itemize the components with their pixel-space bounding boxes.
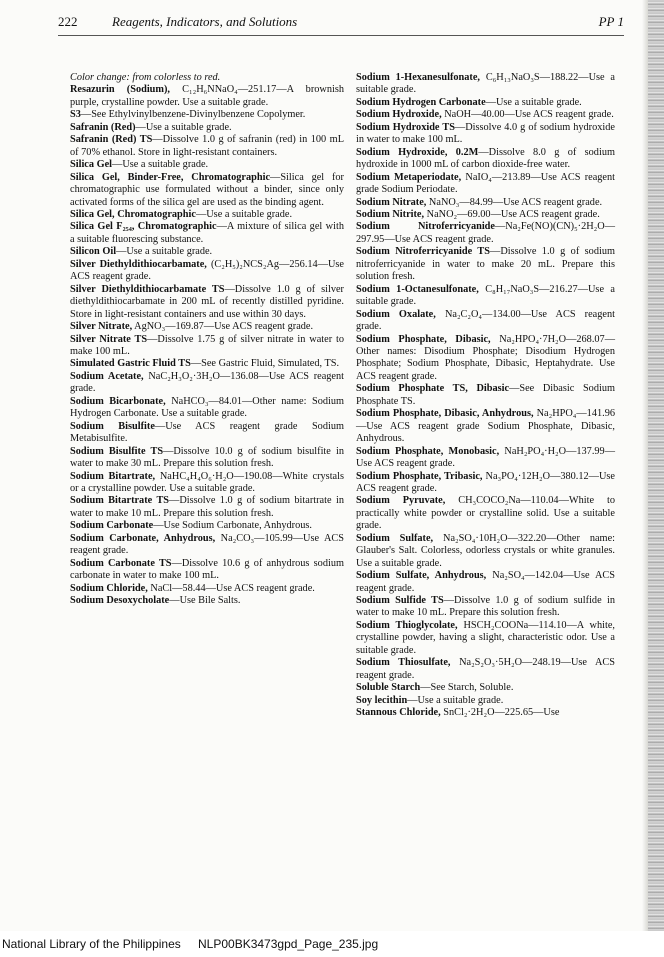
reagent-name: Sodium Nitroferricyanide TS [356,246,491,258]
reagent-description: Na₂CO₃—105.99—Use ACS reagent grade. [70,532,344,557]
reagent-entry [356,309,615,334]
footer-filename: NLP00BK3473gpd_Page_235.jpg [198,937,379,951]
reagent-entry [70,122,344,134]
reagent-name: Sodium Bisulfite TS [70,445,164,457]
reagent-entry [356,383,615,408]
reagent-entry [70,259,344,284]
reagent-name: Sodium Desoxycholate [70,595,170,607]
reagent-name: Silver Diethyldithiocarbamate TS [70,283,225,295]
reagent-entry [70,159,344,171]
reagent-description: NaH₂PO₄·H₂O—137.99—Use ACS reagent grade. [356,445,615,470]
reagent-entry [356,109,615,121]
reagent-entry [70,583,344,595]
reagent-name: Silica Gel, Binder-Free, Chromatographic [70,171,271,183]
header-rule [58,35,624,36]
page-number: 222 [58,14,78,29]
reagent-name: Sodium Carbonate TS [70,557,172,569]
footer-library: National Library of the Philippines [2,937,181,951]
reagent-name: Sodium Carbonate [70,520,154,532]
reagent-name: Sodium Bicarbonate, [70,395,166,407]
reagent-description: —Dissolve 1.0 g of silver diethyldithiocarbamate in 200 mL of recently distilled pyridine. Store in light-resistant containers and use within 30 days. [70,283,344,320]
reagent-name: Sodium Bitartrate TS [70,495,170,507]
reagent-description: —Dissolve 8.0 g of sodium hydroxide in 1000 mL of carbon dioxide-free water. [356,146,615,171]
reagent-description: —Dissolve 10.6 g of anhydrous sodium carbonate in water to make 100 mL. [70,557,344,582]
reagent-name: Sodium Sulfide TS [356,595,444,607]
reagent-entry [70,520,344,532]
reagent-description: Color change: from colorless to red. [70,72,221,83]
reagent-entry [356,209,615,221]
reagent-entry [70,371,344,396]
reagent-description: —Use ACS reagent grade Sodium Metabisulfite. [70,420,344,445]
reagent-description: —Use a suitable grade. [135,121,232,133]
reagent-entry [70,321,344,333]
reagent-description: —See Gastric Fluid, Simulated, TS. [190,358,340,370]
reagent-entry [356,197,615,209]
page-edge [648,0,664,957]
reagent-entry [356,495,615,532]
reagent-description: NaNO₃—84.99—Use ACS reagent grade. [426,196,603,208]
reagent-name: Sodium Phosphate, Dibasic, Anhydrous, [356,408,534,420]
reagent-entry [356,570,615,595]
reagent-description: —Use a suitable grade. [195,208,293,220]
reagent-description: —See Dibasic Sodium Phosphate TS. [356,383,616,407]
reagent-name: Silica Gel, Chromatographic [70,208,196,220]
reagent-entry [70,358,344,370]
reagent-entry [356,284,615,309]
scan-footer [0,931,664,957]
reagent-name: Safranin (Red) [70,121,136,133]
right-column [356,72,615,720]
reagent-name: Sodium Hydrogen Carbonate [356,96,486,108]
reagent-description: CH₃COCO₂Na—110.04—White to practically white powder or crystalline solid. Use a suitable grade. [356,495,615,532]
reagent-entry [70,334,344,359]
reagent-name: Sodium Hydroxide, 0.2M [356,146,479,158]
reagent-name: Sodium 1-Octanesulfonate, [356,283,479,295]
reagent-description: Na₂HPO₄·7H₂O—268.07—Other names: Disodium Phosphate; Disodium Hydrogen Phosphate; Sodium Phosphate, Dibasic, Heptahydrate. Use ACS reagent grade. [356,333,615,382]
reagent-entry [356,221,615,246]
reagent-description: NaOH—40.00—Use ACS reagent grade. [441,109,614,121]
running-header [58,14,624,34]
reagent-name: Sodium Acetate, [70,370,144,382]
reagent-entry [70,595,344,607]
reagent-name: Silica Gel [70,159,113,171]
reagent-description: Na₂HPO₄—141.96—Use ACS reagent grade Sodium Phosphate, Dibasic, Anhydrous. [356,408,615,445]
reagent-entry [356,97,615,109]
reagent-description: —Dissolve 4.0 g of sodium hydroxide in water to make 100 mL. [356,121,615,146]
reagent-description: Na₂SO₄·10H₂O—322.20—Other name: Glauber's Salt. Colorless, odorless crystals or white granules. Use a suitable grade. [356,532,615,569]
reagent-description: Na₃PO₄·12H₂O—380.12—Use ACS reagent grade. [356,470,615,494]
reagent-entry [70,446,344,471]
reagent-description: NaIO₄—213.89—Use ACS reagent grade Sodium Periodate. [356,171,615,196]
reagent-name: Sodium Pyruvate, [356,495,446,507]
reagent-entry [356,682,615,694]
reagent-name: Safranin (Red) TS [70,134,153,146]
reagent-entry [356,595,615,620]
reagent-entry [70,533,344,558]
reagent-entry [356,620,615,657]
reagent-description: NaC₂H₃O₂·3H₂O—136.08—Use ACS reagent grade. [70,370,345,395]
reagent-entry [70,421,344,446]
reagent-entry [356,122,615,147]
reagent-name: Sodium Hydroxide, [356,109,442,121]
reagent-name: Stannous Chloride, [356,707,441,719]
reagent-entry [356,147,615,172]
reagent-name: Sodium Chloride, [70,582,148,594]
reagent-name: Sodium Carbonate, Anhydrous, [70,532,216,544]
reagent-entry [70,284,344,321]
reagent-description: NaNO₂—69.00—Use ACS reagent grade. [424,208,600,220]
reagent-description: —Dissolve 1.75 g of silver nitrate in water to make 100 mL. [70,333,344,357]
reagent-name: Sodium Nitrate, [356,196,427,208]
reagent-name: Sodium Nitroferricyanide [356,221,495,233]
reagent-description: (C₂H₅)₂NCS₂Ag—256.14—Use ACS reagent grade. [70,258,345,283]
reagent-name: Sodium Metaperiodate, [356,171,462,183]
reagent-entry [70,84,344,109]
reagent-entry [356,72,615,97]
reagent-description: C₁₂H₆NNaO₄—251.17—A brownish purple, crystalline powder. Use a suitable grade. [70,84,345,108]
reagent-entry [70,471,344,496]
reagent-entry [356,533,615,570]
reagent-description: C₆H₁₃NaO₃S—188.22—Use a suitable grade. [356,72,615,96]
reagent-entry [356,695,615,707]
reagent-name: Sodium Phosphate, Dibasic, [356,333,491,345]
reagent-description: —Use a suitable grade. [116,246,213,258]
reagent-name: Sodium Hydroxide TS [356,121,455,133]
reagent-description: Na₂S₂O₃·5H₂O—248.19—Use ACS reagent grade. [356,657,615,681]
reagent-entry [70,134,344,159]
reagent-entry [356,172,615,197]
reagent-name: S3 [70,109,81,121]
reagent-name: Sodium Bitartrate, [70,470,156,482]
reagent-entry [70,72,344,84]
reagent-name: Sodium Oxalate, [356,308,436,320]
reagent-description: —A mixture of silica gel with a suitable fluorescing substance. [70,221,344,245]
reagent-entry [70,558,344,583]
reagent-description: —Use a suitable grade. [112,159,209,171]
reagent-description: SnCl₂·2H₂O—225.65—Use [440,707,560,719]
header-title: Reagents, Indicators, and Solutions [112,14,298,29]
reagent-name: Soy lecithin [356,694,408,706]
reagent-name: Soluble Starch [356,682,421,694]
reagent-name: Sodium Thiosulfate, [356,657,451,669]
reagent-description: Na₂SO₄—142.04—Use ACS reagent grade. [356,570,615,594]
reagent-entry [70,221,344,246]
reagent-description: NaHCO₃—84.01—Other name: Sodium Hydrogen Carbonate. Use a suitable grade. [70,395,345,420]
reagent-description: —Use a suitable grade. [407,694,504,706]
reagent-description: —Use Bile Salts. [169,595,241,607]
reagent-description: NaCl—58.44—Use ACS reagent grade. [147,582,315,594]
reagent-entry [356,446,615,471]
reagent-entry [356,246,615,283]
reagent-description: Na₂C₂O₄—134.00—Use ACS reagent grade. [356,308,615,333]
reagent-description: C₈H₁₇NaO₃S—216.27—Use a suitable grade. [356,283,615,308]
reagent-description: —See Ethylvinylbenzene-Divinylbenzene Copolymer. [80,109,306,121]
reagent-entry [70,109,344,121]
reagent-name: Silver Diethyldithiocarbamate, [70,258,207,270]
reagent-description: NaHC₄H₄O₆·H₂O—190.08—White crystals or a crystalline powder. Use a suitable grade. [70,470,344,494]
reagent-description: —Use Sodium Carbonate, Anhydrous. [153,520,312,532]
reagent-name: Silver Nitrate, [70,321,133,333]
reagent-name: Silicon Oil [70,246,117,258]
reagent-description: AgNO₃—169.87—Use ACS reagent grade. [132,321,314,333]
reagent-name: Sodium Phosphate TS, Dibasic [356,383,510,395]
reagent-description: —Silica gel for chromatographic use formulated without a binder, since only activated forms of the silica gel are used as the binding agent. [70,171,344,208]
reagent-entry [356,334,615,384]
reagent-description: —Dissolve 1.0 g of safranin (red) in 100 mL of 70% ethanol. Store in light-resistant containers. [70,134,344,158]
reagent-name: Sodium Thioglycolate, [356,619,458,631]
reagent-entry [70,396,344,421]
reagent-name: Silica Gel F₂₅₄, Chromatographic [70,221,217,233]
reagent-name: Sodium 1-Hexanesulfonate, [356,72,480,83]
reagent-description: —Dissolve 1.0 g of sodium bitartrate in water to make 10 mL. Prepare this solution fresh. [70,495,344,519]
reagent-name: Sodium Sulfate, [356,532,434,544]
reagent-description: —See Starch, Soluble. [420,682,514,694]
reagent-entry [70,172,344,209]
reagent-entry [356,707,615,719]
reagent-name: Sodium Bisulfite [70,420,155,432]
left-column [70,72,344,607]
reagent-entry [70,209,344,221]
reagent-description: —Na₂Fe(NO)(CN)₅·2H₂O—297.95—Use ACS reagent grade. [356,221,615,245]
reagent-name: Sodium Nitrite, [356,208,425,220]
reagent-name: Sodium Sulfate, Anhydrous, [356,570,487,582]
reagent-description: HSCH₂COONa—114.10—A white, crystalline powder, having a slight, characteristic odor. Use a suitable grade. [356,619,615,656]
reagent-entry [356,408,615,445]
reagent-name: Resazurin (Sodium), [70,84,170,96]
reagent-name: Simulated Gastric Fluid TS [70,358,191,370]
reagent-name: Silver Nitrate TS [70,333,148,345]
reagent-entry [356,471,615,496]
reagent-name: Sodium Phosphate, Monobasic, [356,445,500,457]
reagent-description: —Dissolve 1.0 g of sodium nitroferricyanide in water to make 20 mL. Prepare this solution fresh. [356,246,615,283]
header-code: PP 1 [598,14,624,29]
reagent-entry [70,495,344,520]
reagent-entry [70,246,344,258]
reagent-description: —Dissolve 1.0 g of sodium sulfide in water to make 10 mL. Prepare this solution fresh. [356,595,615,619]
reagent-description: —Use a suitable grade. [485,96,582,108]
reagent-name: Sodium Phosphate, Tribasic, [356,470,483,482]
reagent-entry [356,657,615,682]
reagent-description: —Dissolve 10.0 g of sodium bisulfite in water to make 30 mL. Prepare this solution fresh. [70,445,345,470]
